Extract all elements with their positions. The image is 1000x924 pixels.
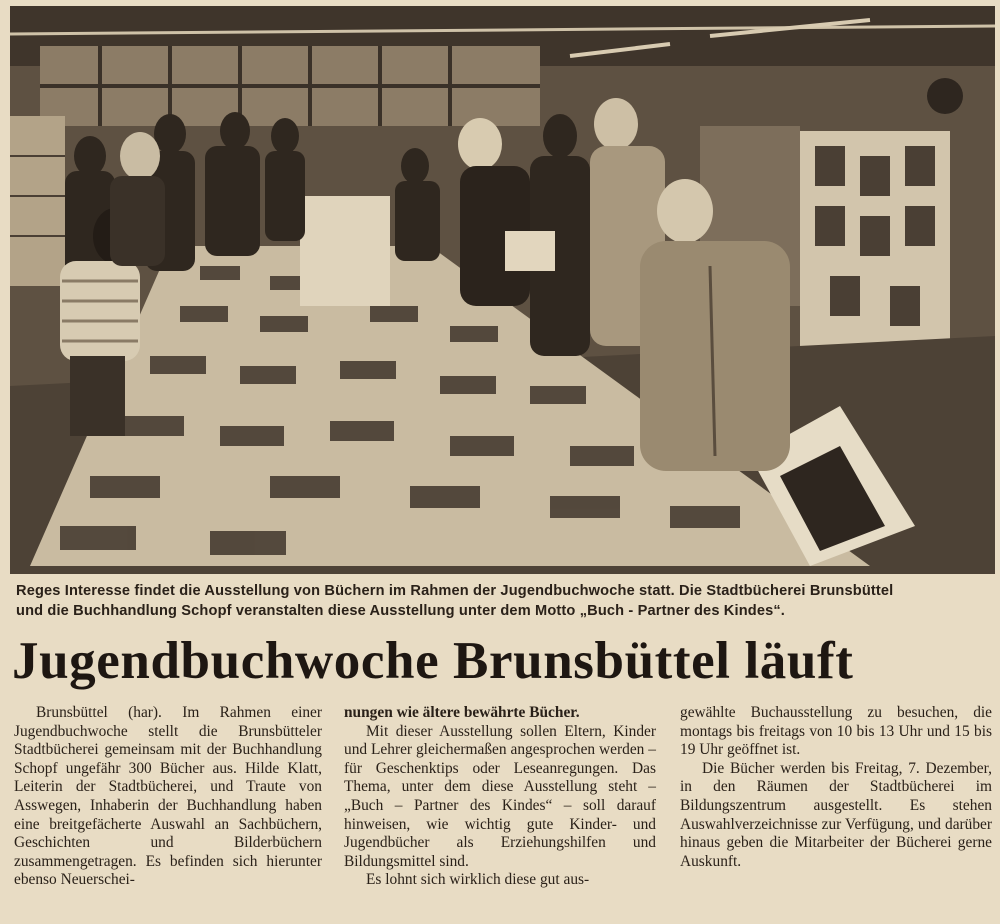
article-column-2 bbox=[344, 704, 656, 890]
article-column-1 bbox=[14, 704, 322, 890]
article-paragraph: nungen wie ältere bewährte Bücher. bbox=[344, 704, 580, 721]
article-column-3 bbox=[680, 704, 992, 871]
photo-illustration bbox=[10, 6, 995, 574]
article-paragraph: Die Bücher werden bis Freitag, 7. Dezember, in den Räumen der Stadtbücherei im Bildungszentrum ausgestellt. Es stehen Auswahlverzeichnisse zur Verfügung, und darüber hinaus geben die Mitarbeiter der Bücherei gerne Auskunft. bbox=[680, 759, 992, 870]
article-paragraph: Brunsbüttel (har). Im Rahmen einer Jugendbuchwoche stellt die Brunsbütteler Stadtbücherei gemeinsam mit der Buchhandlung Schopf ungefähr 300 Bücher aus. Hilde Klatt, Leiterin der Stadtbücherei, und Traute von Asswegen, Inhaberin der Buchhandlung haben eine breitgefächerte Auswahl an Sachbüchern, Geschichten und Bilderbüchern zusammengetragen. Es befinden sich hierunter ebenso Neuerschei- bbox=[14, 704, 322, 889]
article-paragraph: Es lohnt sich wirklich diese gut aus- bbox=[366, 871, 590, 889]
photo-caption bbox=[16, 582, 996, 621]
article-paragraph: Mit dieser Ausstellung sollen Eltern, Kinder und Lehrer gleichermaßen angesprochen werden – für Geschenktips oder Leseanregungen. Das Thema, unter dem diese Ausstellung steht – „Buch – Partner des Kindes“ – soll darauf hinweisen, wie wichtig gute Kinder- und Jugendbücher als Erziehungshilfen und Bildungsmittel sind. bbox=[344, 722, 656, 870]
caption-line-2: und die Buchhandlung Schopf veranstalten diese Ausstellung unter dem Motto „Buch - Partner des Kindes“. bbox=[16, 602, 786, 619]
caption-line-1: Reges Interesse findet die Ausstellung von Büchern im Rahmen der Jugendbuchwoche statt. Die Stadtbücherei Brunsbüttel bbox=[16, 583, 894, 599]
headline: Jugendbuchwoche Brunsbüttel läuft bbox=[12, 632, 854, 690]
news-photo bbox=[10, 6, 995, 574]
article-paragraph: gewählte Buchausstellung zu besuchen, die montags bis freitags von 10 bis 13 Uhr und 15 bis 19 Uhr geöffnet ist. bbox=[680, 704, 992, 759]
